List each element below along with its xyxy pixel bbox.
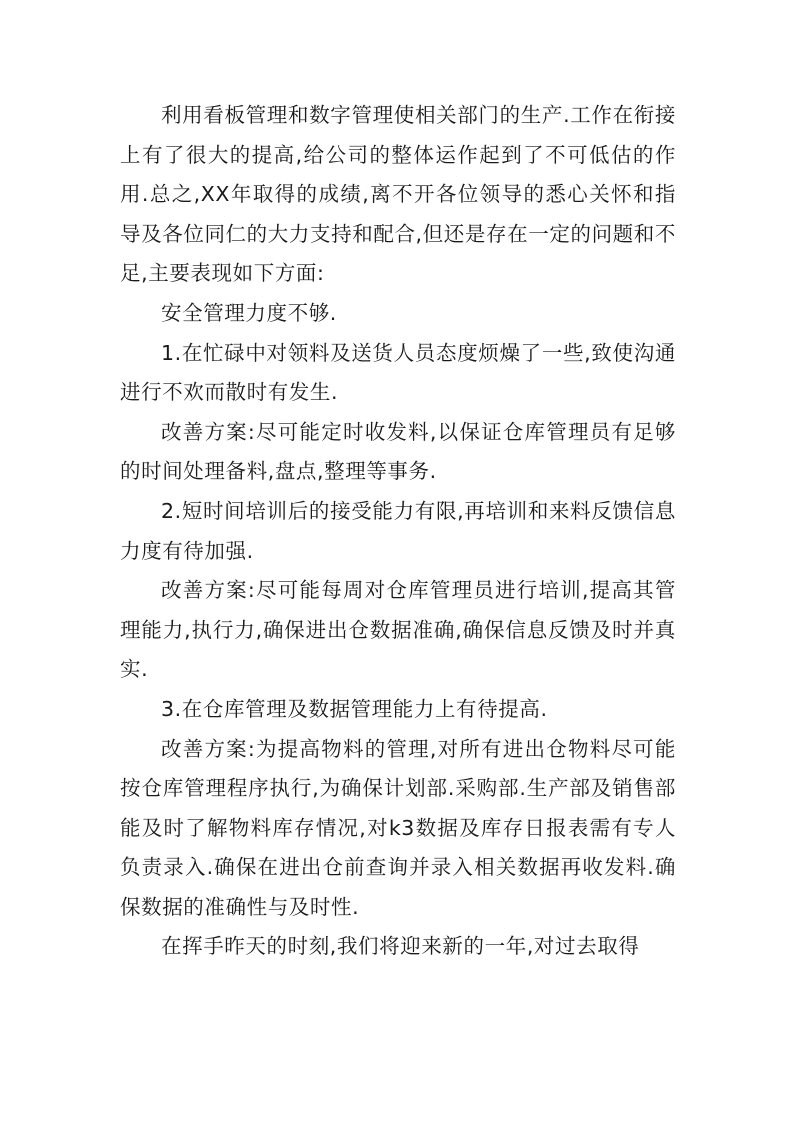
paragraph-closing: 在挥手昨天的时刻,我们将迎来新的一年,对过去取得: [161, 934, 640, 959]
paragraph-issue-3: 3.在仓库管理及数据管理能力上有待提高.: [161, 696, 548, 721]
paragraph-issue-2: 2.短时间培训后的接受能力有限,再培训和来料反馈信息力度有待加强.: [120, 498, 676, 563]
paragraph-issue-1: 1.在忙碌中对领料及送货人员态度烦燥了一些,致使沟通进行不欢而散时有发生.: [120, 340, 676, 405]
paragraph-solution-3: 改善方案:为提高物料的管理,对所有进出仓物料尽可能按仓库管理程序执行,为确保计划部.采购部.生产部及销售部能及时了解物料库存情况,对k3数据及库存日报表需有专人负责录入.确保在进出仓前查询并录入相关数据再收发料.确保数据的准确性与及时性.: [120, 736, 676, 919]
paragraph-intro: 利用看板管理和数字管理使相关部门的生产.工作在衔接上有了很大的提高,给公司的整体运作起到了不可低估的作用.总之,XX年取得的成绩,离不开各位领导的悉心关怀和指导及各位同仁的大力支持和配合,但还是存在一定的问题和不足,主要表现如下方面:: [120, 103, 676, 286]
paragraph-solution-2: 改善方案:尽可能每周对仓库管理员进行培训,提高其管理能力,执行力,确保进出仓数据准确,确保信息反馈及时并真实.: [120, 578, 676, 682]
paragraph-solution-1: 改善方案:尽可能定时收发料,以保证仓库管理员有足够的时间处理备料,盘点,整理等事务.: [120, 419, 676, 484]
document-page: [120, 96, 676, 967]
paragraph-safety-heading: 安全管理力度不够.: [161, 300, 337, 325]
